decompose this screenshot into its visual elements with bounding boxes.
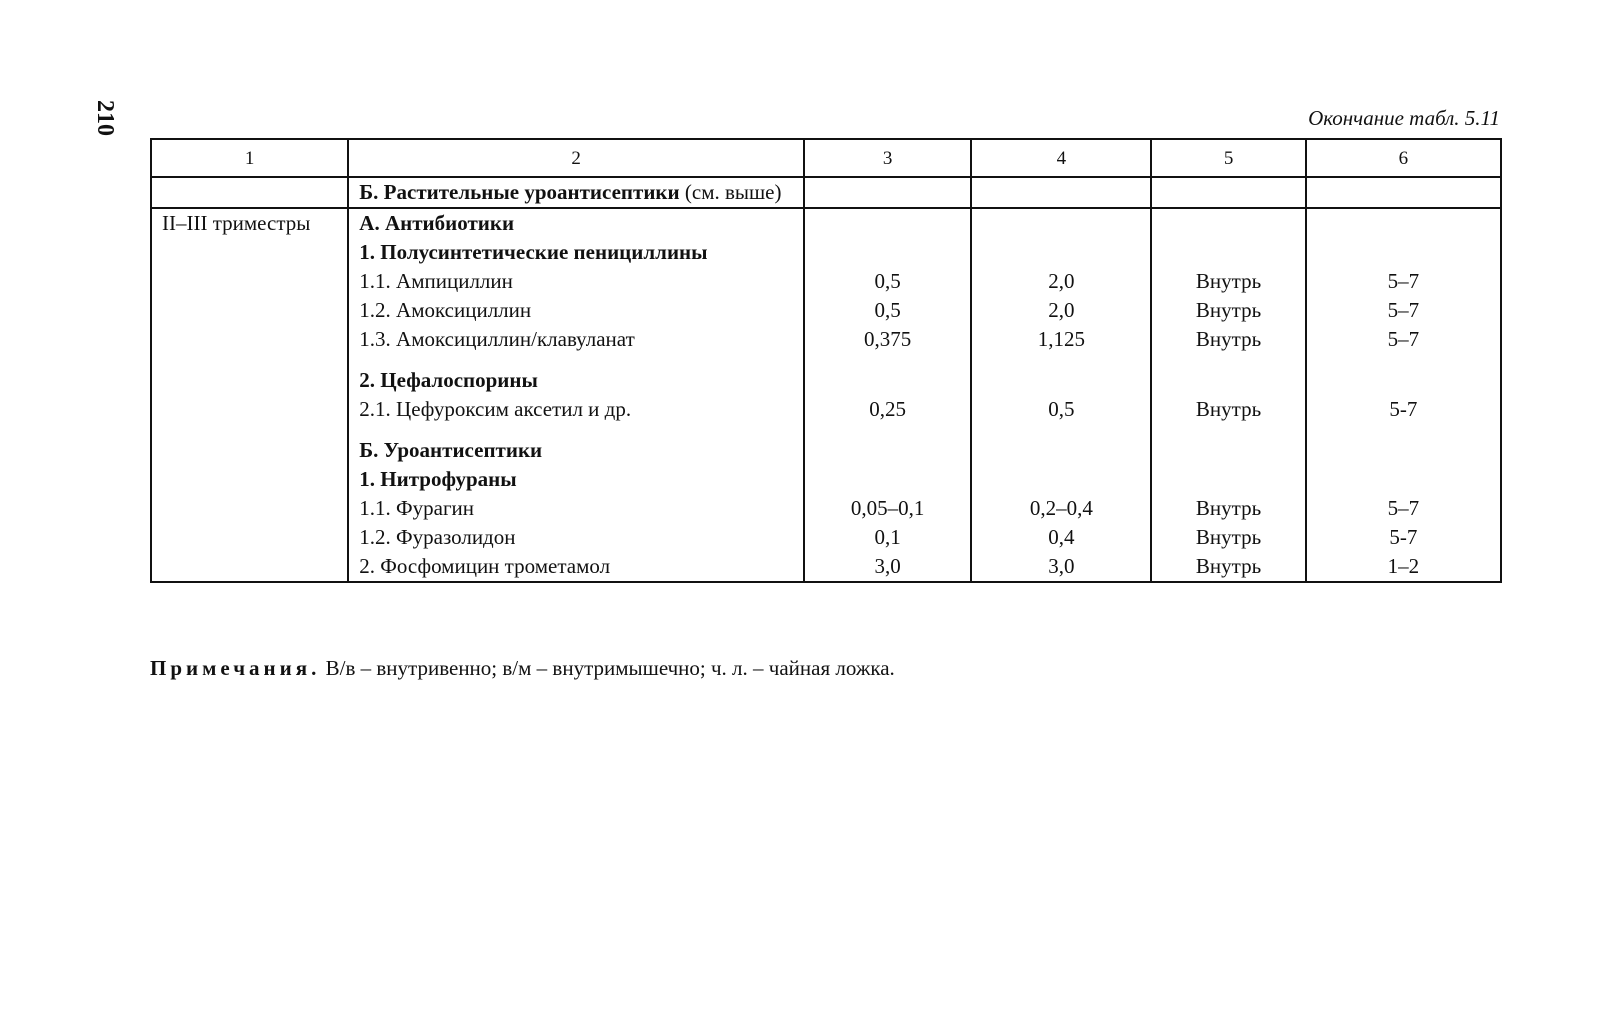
- spacer: [815, 238, 960, 267]
- section-plant-uroantiseptics: Б. Растительные уроантисептики: [359, 180, 680, 204]
- table-note: [150, 656, 895, 681]
- cell-empty: [1151, 177, 1305, 208]
- duration-days: 1–2: [1387, 554, 1420, 578]
- single-dose: 0,5: [874, 298, 901, 322]
- spacer: [1317, 354, 1490, 366]
- note-label: Примечания.: [150, 656, 321, 680]
- drug-name: 2.1. Цефуроксим аксетил и др.: [359, 397, 632, 421]
- spacer: [982, 424, 1140, 436]
- route: Внутрь: [1195, 269, 1262, 293]
- spacer: [1317, 436, 1490, 465]
- table-caption: Окончание табл. 5.11: [1308, 106, 1500, 130]
- cell-empty: [971, 177, 1151, 208]
- header-col-4: 4: [971, 139, 1151, 177]
- spacer: [982, 354, 1140, 366]
- spacer: [815, 436, 960, 465]
- dosage-table: [150, 138, 1502, 583]
- page-number: 210: [92, 100, 118, 136]
- spacer: [1162, 354, 1294, 366]
- spacer: [1317, 209, 1490, 238]
- cell-plant-uroantiseptics: [348, 177, 804, 208]
- spacer: [1162, 424, 1294, 436]
- cell-duration: [1306, 208, 1501, 582]
- section-plant-reference: (см. выше): [684, 180, 782, 204]
- duration-days: 5–7: [1387, 496, 1420, 520]
- spacer: [1162, 465, 1294, 494]
- single-dose: 0,1: [874, 525, 901, 549]
- drug-name: 1.3. Амоксициллин/клавуланат: [359, 327, 635, 351]
- group-antibiotics: А. Антибиотики: [359, 211, 515, 235]
- spacer: [1162, 238, 1294, 267]
- single-dose: 0,375: [863, 327, 912, 351]
- cell-drug-names: [348, 208, 804, 582]
- table-row-trimester-2-3: [151, 208, 1501, 582]
- note-text: В/в – внутривенно; в/м – внутримышечно; ч. л. – чайная ложка.: [325, 656, 895, 680]
- daily-dose: 2,0: [1048, 269, 1075, 293]
- cell-daily-dose: [971, 208, 1151, 582]
- group-penicillins: 1. Полусинтетические пенициллины: [359, 240, 708, 264]
- header-col-5: 5: [1151, 139, 1305, 177]
- single-dose: 0,5: [874, 269, 901, 293]
- route: Внутрь: [1195, 554, 1262, 578]
- cell-trimester: [151, 208, 348, 582]
- daily-dose: 2,0: [1048, 298, 1075, 322]
- daily-dose: 0,4: [1048, 525, 1075, 549]
- trimester-label: II–III триместры: [162, 211, 311, 235]
- drug-name: 1.2. Амоксициллин: [359, 298, 532, 322]
- header-col-1: 1: [151, 139, 348, 177]
- cell-empty: [151, 177, 348, 208]
- spacer: [982, 366, 1140, 395]
- spacer: [1317, 424, 1490, 436]
- spacer: [1162, 436, 1294, 465]
- duration-days: 5-7: [1389, 525, 1418, 549]
- daily-dose: 3,0: [1048, 554, 1075, 578]
- spacer: [1162, 209, 1294, 238]
- table-row-plant-uroantiseptics: [151, 177, 1501, 208]
- header-col-6: 6: [1306, 139, 1501, 177]
- spacer: [1317, 465, 1490, 494]
- cell-empty: [804, 177, 971, 208]
- route: Внутрь: [1195, 525, 1262, 549]
- duration-days: 5–7: [1387, 298, 1420, 322]
- duration-days: 5–7: [1387, 269, 1420, 293]
- group-nitrofurans: 1. Нитрофураны: [359, 467, 517, 491]
- spacer: [359, 424, 793, 436]
- group-uroantiseptics: Б. Уроантисептики: [359, 438, 543, 462]
- single-dose: 0,05–0,1: [850, 496, 925, 520]
- spacer: [982, 209, 1140, 238]
- single-dose: 3,0: [874, 554, 901, 578]
- route: Внутрь: [1195, 496, 1262, 520]
- drug-name: 1.1. Фурагин: [359, 496, 475, 520]
- spacer: [359, 354, 793, 366]
- duration-days: 5-7: [1389, 397, 1418, 421]
- table-header-row: [151, 139, 1501, 177]
- drug-name: 2. Фосфомицин трометамол: [359, 554, 611, 578]
- route: Внутрь: [1195, 327, 1262, 351]
- spacer: [815, 465, 960, 494]
- drug-name: 1.1. Ампициллин: [359, 269, 513, 293]
- group-cephalosporins: 2. Цефалоспорины: [359, 368, 538, 392]
- daily-dose: 0,2–0,4: [1029, 496, 1093, 520]
- spacer: [815, 354, 960, 366]
- spacer: [1162, 366, 1294, 395]
- single-dose: 0,25: [869, 397, 906, 421]
- header-col-3: 3: [804, 139, 971, 177]
- spacer: [815, 209, 960, 238]
- spacer: [982, 238, 1140, 267]
- spacer: [1317, 238, 1490, 267]
- cell-empty: [1306, 177, 1501, 208]
- spacer: [815, 424, 960, 436]
- route: Внутрь: [1195, 397, 1262, 421]
- drug-name: 1.2. Фуразолидон: [359, 525, 516, 549]
- route: Внутрь: [1195, 298, 1262, 322]
- header-col-2: 2: [348, 139, 804, 177]
- spacer: [982, 436, 1140, 465]
- cell-single-dose: [804, 208, 971, 582]
- daily-dose: 0,5: [1048, 397, 1075, 421]
- cell-route: [1151, 208, 1305, 582]
- duration-days: 5–7: [1387, 327, 1420, 351]
- daily-dose: 1,125: [1037, 327, 1085, 351]
- spacer: [982, 465, 1140, 494]
- spacer: [1317, 366, 1490, 395]
- spacer: [815, 366, 960, 395]
